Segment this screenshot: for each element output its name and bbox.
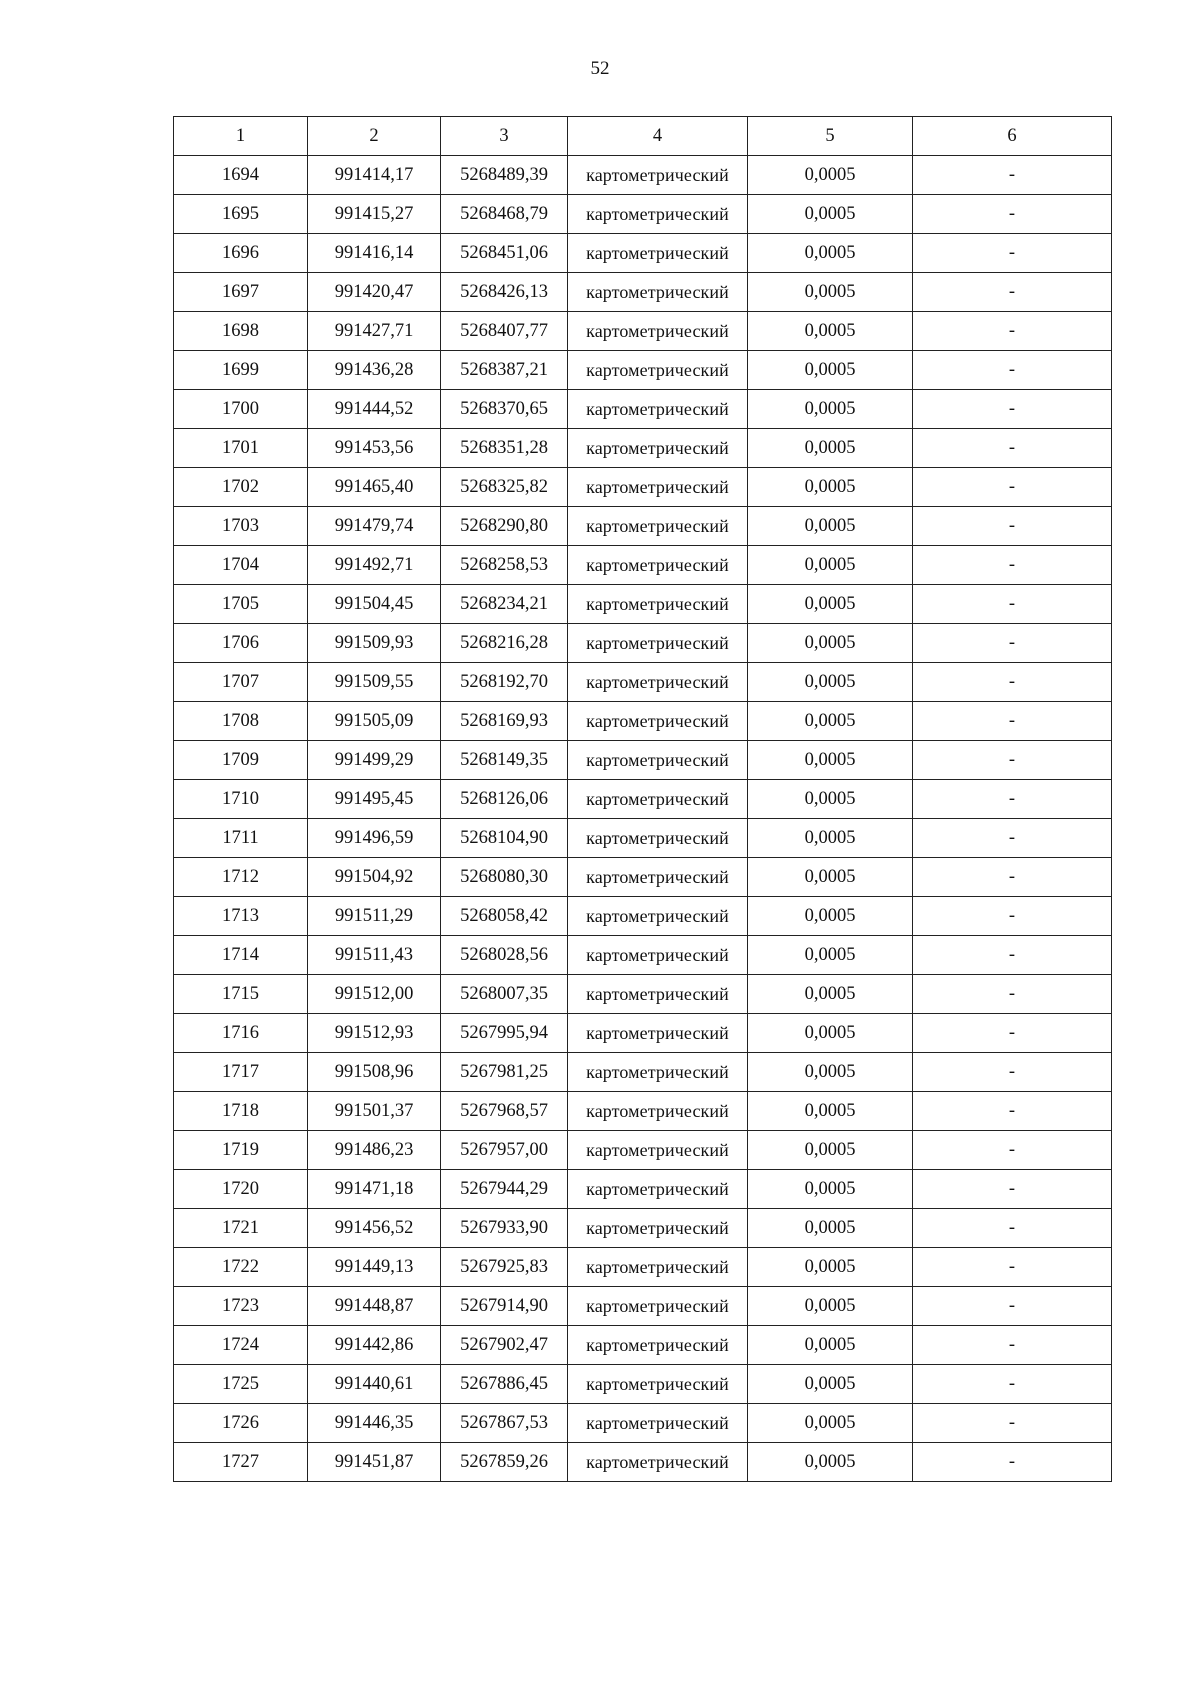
point-number-cell: 1694 [174, 156, 308, 195]
y-coordinate-cell: 5268325,82 [441, 468, 568, 507]
x-coordinate-cell: 991504,45 [308, 585, 441, 624]
point-number-cell: 1724 [174, 1326, 308, 1365]
x-coordinate-cell: 991495,45 [308, 780, 441, 819]
table-row [174, 546, 1112, 585]
method-cell: картометрический [568, 897, 748, 936]
y-coordinate-cell: 5267944,29 [441, 1170, 568, 1209]
method-cell: картометрический [568, 1248, 748, 1287]
point-number-cell: 1710 [174, 780, 308, 819]
point-number-cell: 1712 [174, 858, 308, 897]
x-coordinate-cell: 991479,74 [308, 507, 441, 546]
y-coordinate-cell: 5268387,21 [441, 351, 568, 390]
method-cell: картометрический [568, 936, 748, 975]
accuracy-cell: 0,0005 [748, 1365, 913, 1404]
description-cell: - [913, 1326, 1112, 1365]
accuracy-cell: 0,0005 [748, 780, 913, 819]
x-coordinate-cell: 991499,29 [308, 741, 441, 780]
table-row [174, 1326, 1112, 1365]
y-coordinate-cell: 5268149,35 [441, 741, 568, 780]
method-cell: картометрический [568, 1404, 748, 1443]
x-coordinate-cell: 991448,87 [308, 1287, 441, 1326]
table-row [174, 1131, 1112, 1170]
description-cell: - [913, 1287, 1112, 1326]
header-row [174, 117, 1112, 156]
table-row [174, 234, 1112, 273]
table-row [174, 1443, 1112, 1482]
method-cell: картометрический [568, 546, 748, 585]
x-coordinate-cell: 991420,47 [308, 273, 441, 312]
table-row [174, 741, 1112, 780]
y-coordinate-cell: 5268426,13 [441, 273, 568, 312]
x-coordinate-cell: 991440,61 [308, 1365, 441, 1404]
method-cell: картометрический [568, 273, 748, 312]
point-number-cell: 1698 [174, 312, 308, 351]
x-coordinate-cell: 991512,93 [308, 1014, 441, 1053]
point-number-cell: 1700 [174, 390, 308, 429]
table-row [174, 1209, 1112, 1248]
y-coordinate-cell: 5268290,80 [441, 507, 568, 546]
y-coordinate-cell: 5267914,90 [441, 1287, 568, 1326]
point-number-cell: 1709 [174, 741, 308, 780]
x-coordinate-cell: 991492,71 [308, 546, 441, 585]
y-coordinate-cell: 5268489,39 [441, 156, 568, 195]
table-row [174, 468, 1112, 507]
accuracy-cell: 0,0005 [748, 741, 913, 780]
header-cell-5: 5 [748, 117, 913, 156]
accuracy-cell: 0,0005 [748, 1287, 913, 1326]
table-row [174, 1053, 1112, 1092]
accuracy-cell: 0,0005 [748, 468, 913, 507]
header-cell-3: 3 [441, 117, 568, 156]
description-cell: - [913, 507, 1112, 546]
description-cell: - [913, 1170, 1112, 1209]
point-number-cell: 1697 [174, 273, 308, 312]
table-row [174, 702, 1112, 741]
accuracy-cell: 0,0005 [748, 585, 913, 624]
y-coordinate-cell: 5267925,83 [441, 1248, 568, 1287]
point-number-cell: 1705 [174, 585, 308, 624]
x-coordinate-cell: 991504,92 [308, 858, 441, 897]
accuracy-cell: 0,0005 [748, 507, 913, 546]
x-coordinate-cell: 991509,55 [308, 663, 441, 702]
x-coordinate-cell: 991471,18 [308, 1170, 441, 1209]
point-number-cell: 1703 [174, 507, 308, 546]
y-coordinate-cell: 5268407,77 [441, 312, 568, 351]
x-coordinate-cell: 991511,43 [308, 936, 441, 975]
method-cell: картометрический [568, 1014, 748, 1053]
header-cell-1: 1 [174, 117, 308, 156]
table-row [174, 936, 1112, 975]
x-coordinate-cell: 991416,14 [308, 234, 441, 273]
description-cell: - [913, 234, 1112, 273]
point-number-cell: 1726 [174, 1404, 308, 1443]
table-row [174, 1365, 1112, 1404]
accuracy-cell: 0,0005 [748, 351, 913, 390]
accuracy-cell: 0,0005 [748, 1092, 913, 1131]
method-cell: картометрический [568, 663, 748, 702]
point-number-cell: 1708 [174, 702, 308, 741]
accuracy-cell: 0,0005 [748, 234, 913, 273]
accuracy-cell: 0,0005 [748, 858, 913, 897]
accuracy-cell: 0,0005 [748, 546, 913, 585]
accuracy-cell: 0,0005 [748, 1443, 913, 1482]
method-cell: картометрический [568, 1053, 748, 1092]
method-cell: картометрический [568, 1365, 748, 1404]
accuracy-cell: 0,0005 [748, 1170, 913, 1209]
x-coordinate-cell: 991511,29 [308, 897, 441, 936]
point-number-cell: 1696 [174, 234, 308, 273]
table-row [174, 156, 1112, 195]
point-number-cell: 1716 [174, 1014, 308, 1053]
point-number-cell: 1725 [174, 1365, 308, 1404]
accuracy-cell: 0,0005 [748, 273, 913, 312]
table-row [174, 780, 1112, 819]
accuracy-cell: 0,0005 [748, 1053, 913, 1092]
y-coordinate-cell: 5268468,79 [441, 195, 568, 234]
x-coordinate-cell: 991505,09 [308, 702, 441, 741]
y-coordinate-cell: 5267981,25 [441, 1053, 568, 1092]
x-coordinate-cell: 991501,37 [308, 1092, 441, 1131]
y-coordinate-cell: 5268192,70 [441, 663, 568, 702]
description-cell: - [913, 1092, 1112, 1131]
accuracy-cell: 0,0005 [748, 1131, 913, 1170]
y-coordinate-cell: 5267886,45 [441, 1365, 568, 1404]
description-cell: - [913, 468, 1112, 507]
method-cell: картометрический [568, 351, 748, 390]
coordinates-table [173, 116, 1112, 1482]
method-cell: картометрический [568, 1209, 748, 1248]
table-row [174, 819, 1112, 858]
y-coordinate-cell: 5268028,56 [441, 936, 568, 975]
accuracy-cell: 0,0005 [748, 195, 913, 234]
method-cell: картометрический [568, 1287, 748, 1326]
accuracy-cell: 0,0005 [748, 624, 913, 663]
accuracy-cell: 0,0005 [748, 819, 913, 858]
method-cell: картометрический [568, 975, 748, 1014]
table-row [174, 429, 1112, 468]
y-coordinate-cell: 5267995,94 [441, 1014, 568, 1053]
accuracy-cell: 0,0005 [748, 312, 913, 351]
accuracy-cell: 0,0005 [748, 897, 913, 936]
description-cell: - [913, 585, 1112, 624]
method-cell: картометрический [568, 1131, 748, 1170]
accuracy-cell: 0,0005 [748, 663, 913, 702]
y-coordinate-cell: 5267957,00 [441, 1131, 568, 1170]
x-coordinate-cell: 991512,00 [308, 975, 441, 1014]
method-cell: картометрический [568, 1326, 748, 1365]
description-cell: - [913, 351, 1112, 390]
method-cell: картометрический [568, 858, 748, 897]
y-coordinate-cell: 5268216,28 [441, 624, 568, 663]
description-cell: - [913, 780, 1112, 819]
header-cell-2: 2 [308, 117, 441, 156]
method-cell: картометрический [568, 195, 748, 234]
table-header [174, 117, 1112, 156]
accuracy-cell: 0,0005 [748, 390, 913, 429]
table-row [174, 351, 1112, 390]
accuracy-cell: 0,0005 [748, 975, 913, 1014]
table-row [174, 585, 1112, 624]
table-row [174, 1014, 1112, 1053]
y-coordinate-cell: 5267968,57 [441, 1092, 568, 1131]
method-cell: картометрический [568, 1443, 748, 1482]
y-coordinate-cell: 5268007,35 [441, 975, 568, 1014]
point-number-cell: 1719 [174, 1131, 308, 1170]
description-cell: - [913, 819, 1112, 858]
method-cell: картометрический [568, 429, 748, 468]
x-coordinate-cell: 991508,96 [308, 1053, 441, 1092]
y-coordinate-cell: 5267902,47 [441, 1326, 568, 1365]
description-cell: - [913, 390, 1112, 429]
x-coordinate-cell: 991436,28 [308, 351, 441, 390]
description-cell: - [913, 858, 1112, 897]
x-coordinate-cell: 991451,87 [308, 1443, 441, 1482]
x-coordinate-cell: 991446,35 [308, 1404, 441, 1443]
table-row [174, 312, 1112, 351]
y-coordinate-cell: 5268126,06 [441, 780, 568, 819]
description-cell: - [913, 546, 1112, 585]
description-cell: - [913, 1248, 1112, 1287]
x-coordinate-cell: 991465,40 [308, 468, 441, 507]
description-cell: - [913, 1131, 1112, 1170]
table-row [174, 897, 1112, 936]
table-row [174, 975, 1112, 1014]
x-coordinate-cell: 991444,52 [308, 390, 441, 429]
table-row [174, 195, 1112, 234]
y-coordinate-cell: 5268370,65 [441, 390, 568, 429]
x-coordinate-cell: 991449,13 [308, 1248, 441, 1287]
method-cell: картометрический [568, 468, 748, 507]
table-row [174, 858, 1112, 897]
accuracy-cell: 0,0005 [748, 1014, 913, 1053]
y-coordinate-cell: 5268234,21 [441, 585, 568, 624]
accuracy-cell: 0,0005 [748, 1248, 913, 1287]
table-row [174, 1248, 1112, 1287]
point-number-cell: 1718 [174, 1092, 308, 1131]
point-number-cell: 1723 [174, 1287, 308, 1326]
accuracy-cell: 0,0005 [748, 1209, 913, 1248]
point-number-cell: 1701 [174, 429, 308, 468]
method-cell: картометрический [568, 1170, 748, 1209]
x-coordinate-cell: 991456,52 [308, 1209, 441, 1248]
y-coordinate-cell: 5268169,93 [441, 702, 568, 741]
point-number-cell: 1695 [174, 195, 308, 234]
table-row [174, 390, 1112, 429]
point-number-cell: 1704 [174, 546, 308, 585]
table-row [174, 624, 1112, 663]
accuracy-cell: 0,0005 [748, 702, 913, 741]
point-number-cell: 1715 [174, 975, 308, 1014]
method-cell: картометрический [568, 312, 748, 351]
accuracy-cell: 0,0005 [748, 1404, 913, 1443]
method-cell: картометрический [568, 390, 748, 429]
description-cell: - [913, 1404, 1112, 1443]
method-cell: картометрический [568, 702, 748, 741]
header-cell-4: 4 [568, 117, 748, 156]
method-cell: картометрический [568, 156, 748, 195]
x-coordinate-cell: 991442,86 [308, 1326, 441, 1365]
point-number-cell: 1706 [174, 624, 308, 663]
description-cell: - [913, 1365, 1112, 1404]
table-row [174, 663, 1112, 702]
description-cell: - [913, 741, 1112, 780]
x-coordinate-cell: 991496,59 [308, 819, 441, 858]
table-row [174, 1404, 1112, 1443]
description-cell: - [913, 156, 1112, 195]
y-coordinate-cell: 5268351,28 [441, 429, 568, 468]
y-coordinate-cell: 5267867,53 [441, 1404, 568, 1443]
table-body [174, 156, 1112, 1482]
x-coordinate-cell: 991509,93 [308, 624, 441, 663]
y-coordinate-cell: 5268451,06 [441, 234, 568, 273]
description-cell: - [913, 1443, 1112, 1482]
method-cell: картометрический [568, 585, 748, 624]
method-cell: картометрический [568, 819, 748, 858]
description-cell: - [913, 1014, 1112, 1053]
description-cell: - [913, 702, 1112, 741]
y-coordinate-cell: 5268080,30 [441, 858, 568, 897]
method-cell: картометрический [568, 1092, 748, 1131]
table-row [174, 507, 1112, 546]
x-coordinate-cell: 991486,23 [308, 1131, 441, 1170]
table-row [174, 273, 1112, 312]
description-cell: - [913, 1209, 1112, 1248]
y-coordinate-cell: 5268104,90 [441, 819, 568, 858]
description-cell: - [913, 936, 1112, 975]
accuracy-cell: 0,0005 [748, 936, 913, 975]
description-cell: - [913, 273, 1112, 312]
accuracy-cell: 0,0005 [748, 429, 913, 468]
method-cell: картометрический [568, 507, 748, 546]
description-cell: - [913, 975, 1112, 1014]
description-cell: - [913, 663, 1112, 702]
x-coordinate-cell: 991414,17 [308, 156, 441, 195]
header-cell-6: 6 [913, 117, 1112, 156]
accuracy-cell: 0,0005 [748, 1326, 913, 1365]
description-cell: - [913, 897, 1112, 936]
table-row [174, 1092, 1112, 1131]
point-number-cell: 1720 [174, 1170, 308, 1209]
y-coordinate-cell: 5267859,26 [441, 1443, 568, 1482]
description-cell: - [913, 195, 1112, 234]
method-cell: картометрический [568, 624, 748, 663]
point-number-cell: 1727 [174, 1443, 308, 1482]
point-number-cell: 1707 [174, 663, 308, 702]
x-coordinate-cell: 991453,56 [308, 429, 441, 468]
description-cell: - [913, 624, 1112, 663]
table-row [174, 1287, 1112, 1326]
y-coordinate-cell: 5268058,42 [441, 897, 568, 936]
page-number: 52 [590, 58, 610, 79]
y-coordinate-cell: 5268258,53 [441, 546, 568, 585]
method-cell: картометрический [568, 780, 748, 819]
point-number-cell: 1717 [174, 1053, 308, 1092]
description-cell: - [913, 1053, 1112, 1092]
point-number-cell: 1713 [174, 897, 308, 936]
x-coordinate-cell: 991415,27 [308, 195, 441, 234]
point-number-cell: 1711 [174, 819, 308, 858]
accuracy-cell: 0,0005 [748, 156, 913, 195]
y-coordinate-cell: 5267933,90 [441, 1209, 568, 1248]
point-number-cell: 1721 [174, 1209, 308, 1248]
table-row [174, 1170, 1112, 1209]
x-coordinate-cell: 991427,71 [308, 312, 441, 351]
method-cell: картометрический [568, 234, 748, 273]
description-cell: - [913, 312, 1112, 351]
point-number-cell: 1722 [174, 1248, 308, 1287]
point-number-cell: 1699 [174, 351, 308, 390]
point-number-cell: 1714 [174, 936, 308, 975]
point-number-cell: 1702 [174, 468, 308, 507]
method-cell: картометрический [568, 741, 748, 780]
description-cell: - [913, 429, 1112, 468]
